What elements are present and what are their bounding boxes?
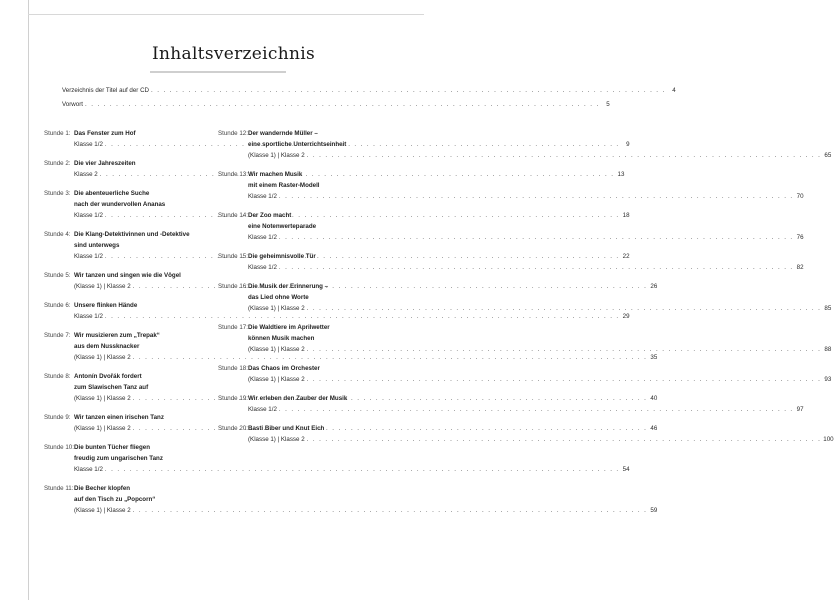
- toc-entry-body: [248, 363, 831, 385]
- lesson-title: aus dem Nussknacker: [74, 343, 140, 350]
- page-number: 18: [622, 212, 630, 219]
- lesson-number: Stunde 10:: [44, 444, 74, 451]
- page-number: 100: [823, 436, 834, 443]
- toc-entry-body: [248, 128, 831, 161]
- lesson-title: Antonín Dvořák fordert: [74, 373, 142, 380]
- intro-entry-cd-titles[interactable]: [62, 87, 676, 94]
- lesson-number: Stunde 8:: [44, 373, 71, 380]
- leader-dots: [279, 191, 794, 202]
- leader-dots: [307, 303, 822, 314]
- lesson-number: Stunde 19:: [218, 395, 248, 402]
- class-line: [248, 374, 831, 385]
- lesson-title: Der Zoo macht: [248, 212, 292, 219]
- page-number: 9: [626, 141, 630, 148]
- toc-entry-body: [248, 210, 804, 243]
- lesson-number: Stunde 5:: [44, 272, 71, 279]
- page-number: 13: [617, 171, 625, 178]
- lesson-number: Stunde 3:: [44, 190, 71, 197]
- lesson-title: mit einem Raster-Modell: [248, 182, 320, 189]
- toc-entry-body: [248, 322, 831, 355]
- page-number: 76: [796, 234, 804, 241]
- class-line: [248, 404, 804, 415]
- class-level: Klasse 1/2: [74, 466, 103, 473]
- toc-entry-body: [248, 169, 804, 202]
- lesson-title: Basti Biber und Knut Eich: [248, 425, 325, 432]
- intro-entry-text: Verzeichnis der Titel auf der CD: [62, 87, 150, 94]
- page-number: 85: [824, 305, 832, 312]
- page-number: 5: [606, 101, 610, 108]
- toc-entry-body: [74, 483, 657, 516]
- toc-entry[interactable]: [218, 169, 804, 202]
- class-level: (Klasse 1) | Klasse 2: [248, 436, 305, 443]
- toc-entry-body: [248, 393, 804, 415]
- class-level: Klasse 1/2: [248, 193, 277, 200]
- class-line: [248, 232, 804, 243]
- lesson-title: das Lied ohne Worte: [248, 294, 309, 301]
- leader-dots: [279, 262, 794, 273]
- page-edge-line: [28, 0, 29, 600]
- leader-dots: [133, 505, 648, 516]
- lesson-number: Stunde 15:: [218, 253, 248, 260]
- lesson-title: Die vier Jahreszeiten: [74, 160, 136, 167]
- class-level: (Klasse 1) | Klasse 2: [74, 395, 131, 402]
- lesson-title: können Musik machen: [248, 335, 315, 342]
- lesson-number: Stunde 13:: [218, 171, 248, 178]
- lesson-title: Der wandernde Müller –: [248, 130, 318, 137]
- lesson-title: freudig zum ungarischen Tanz: [74, 455, 163, 462]
- class-level: Klasse 1/2: [248, 406, 277, 413]
- lesson-number: Stunde 9:: [44, 414, 71, 421]
- toc-entry[interactable]: [44, 483, 658, 516]
- intro-entry-vorwort[interactable]: [62, 101, 610, 108]
- page-number: 40: [650, 395, 658, 402]
- page-number: 82: [796, 264, 804, 271]
- class-line: [248, 262, 804, 273]
- page-number: 93: [824, 376, 832, 383]
- toc-entry-body: [248, 423, 834, 445]
- lesson-title: Die Becher klopfen: [74, 485, 131, 492]
- class-level: (Klasse 1) | Klasse 2: [248, 376, 305, 383]
- leader-dots: [279, 232, 794, 243]
- lesson-number: Stunde 2:: [44, 160, 71, 167]
- lesson-title: eine sportliche Unterrichtseinheit: [248, 141, 347, 148]
- lesson-number: Stunde 18:: [218, 365, 248, 372]
- class-level: Klasse 1/2: [248, 234, 277, 241]
- lesson-number: Stunde 4:: [44, 231, 71, 238]
- class-level: (Klasse 1) | Klasse 2: [248, 305, 305, 312]
- class-level: (Klasse 1) | Klasse 2: [74, 507, 131, 514]
- lesson-number: Stunde 6:: [44, 302, 71, 309]
- lesson-number: Stunde 14:: [218, 212, 248, 219]
- leader-dots: [85, 101, 600, 108]
- page-number: 70: [796, 193, 804, 200]
- top-rule: [28, 14, 424, 15]
- toc-entry[interactable]: [218, 363, 832, 385]
- class-level: (Klasse 1) | Klasse 2: [74, 283, 131, 290]
- page-number: 65: [824, 152, 832, 159]
- lesson-number: Stunde 20:: [218, 425, 248, 432]
- lesson-title: sind unterwegs: [74, 242, 120, 249]
- class-level: Klasse 1/2: [74, 253, 103, 260]
- leader-dots: [151, 87, 666, 94]
- page-number: 22: [622, 253, 630, 260]
- lesson-title: eine Notenwerteparade: [248, 223, 317, 230]
- lesson-title: Wir tanzen einen irischen Tanz: [74, 414, 164, 421]
- lesson-title: Unsere flinken Hände: [74, 302, 138, 309]
- lesson-title: Wir erleben den Zauber der Musik: [248, 395, 348, 402]
- lesson-title: Die geheimnisvolle Tür: [248, 253, 316, 260]
- class-level: (Klasse 1) | Klasse 2: [74, 425, 131, 432]
- class-level: Klasse 1/2: [248, 264, 277, 271]
- leader-dots: [307, 374, 822, 385]
- class-line: [248, 191, 804, 202]
- page-title: Inhaltsverzeichnis: [152, 44, 315, 64]
- toc-entry[interactable]: [218, 322, 832, 355]
- page-number: 29: [622, 313, 630, 320]
- lesson-number: Stunde 7:: [44, 332, 71, 339]
- lesson-number: Stunde 17:: [218, 324, 248, 331]
- leader-dots: [307, 150, 822, 161]
- intro-entry-text: Vorwort: [62, 101, 83, 108]
- class-level: (Klasse 1) | Klasse 2: [248, 152, 305, 159]
- class-level: Klasse 1/2: [74, 141, 103, 148]
- leader-dots: [105, 464, 620, 475]
- page-number: 26: [650, 283, 658, 290]
- class-line: [248, 150, 831, 161]
- lesson-title: Wir musizieren zum „Trepak“: [74, 332, 160, 339]
- title-underline: [150, 71, 286, 73]
- toc-entry-body: [248, 281, 831, 314]
- page-number: 46: [650, 425, 658, 432]
- leader-dots: [307, 434, 822, 445]
- lesson-title: Die abenteuerliche Suche: [74, 190, 150, 197]
- lesson-number: Stunde 12:: [218, 130, 248, 137]
- page-number: 97: [796, 406, 804, 413]
- class-line: [74, 464, 630, 475]
- lesson-title: zum Slawischen Tanz auf: [74, 384, 149, 391]
- page-number: 88: [824, 346, 832, 353]
- lesson-title: Wir tanzen und singen wie die Vögel: [74, 272, 181, 279]
- lesson-title: Das Chaos im Orchester: [248, 365, 320, 372]
- lesson-number: Stunde 1:: [44, 130, 71, 137]
- lesson-title: nach der wundervollen Ananas: [74, 201, 166, 208]
- lesson-title: Wir machen Musik: [248, 171, 303, 178]
- leader-dots: [279, 404, 794, 415]
- class-line: [248, 434, 834, 445]
- lesson-title: Die Klang-Detektivinnen und -Detektive: [74, 231, 190, 238]
- toc-entry[interactable]: [44, 442, 630, 475]
- page-number: 54: [622, 466, 630, 473]
- lesson-number: Stunde 16:: [218, 283, 248, 290]
- class-line: [248, 303, 831, 314]
- leader-dots: [307, 344, 822, 355]
- class-line: [248, 344, 831, 355]
- toc-entry[interactable]: [218, 128, 832, 161]
- page-number: 35: [650, 354, 658, 361]
- class-level: (Klasse 1) | Klasse 2: [74, 354, 131, 361]
- class-level: Klasse 1/2: [74, 212, 103, 219]
- class-level: Klasse 1/2: [74, 313, 103, 320]
- lesson-number: Stunde 11:: [44, 485, 74, 492]
- lesson-title: auf den Tisch zu „Popcorn“: [74, 496, 156, 503]
- page-number: 4: [672, 87, 676, 94]
- class-level: (Klasse 1) | Klasse 2: [248, 346, 305, 353]
- class-level: Klasse 2: [74, 171, 98, 178]
- lesson-title: Die Waldtiere im Aprilwetter: [248, 324, 330, 331]
- page-number: 59: [650, 507, 658, 514]
- lesson-title: Die bunten Tücher fliegen: [74, 444, 150, 451]
- lesson-title: Die Musik der Erinnerung –: [248, 283, 329, 290]
- lesson-title: Das Fenster zum Hof: [74, 130, 136, 137]
- class-line: [74, 505, 657, 516]
- toc-entry-body: [248, 251, 804, 273]
